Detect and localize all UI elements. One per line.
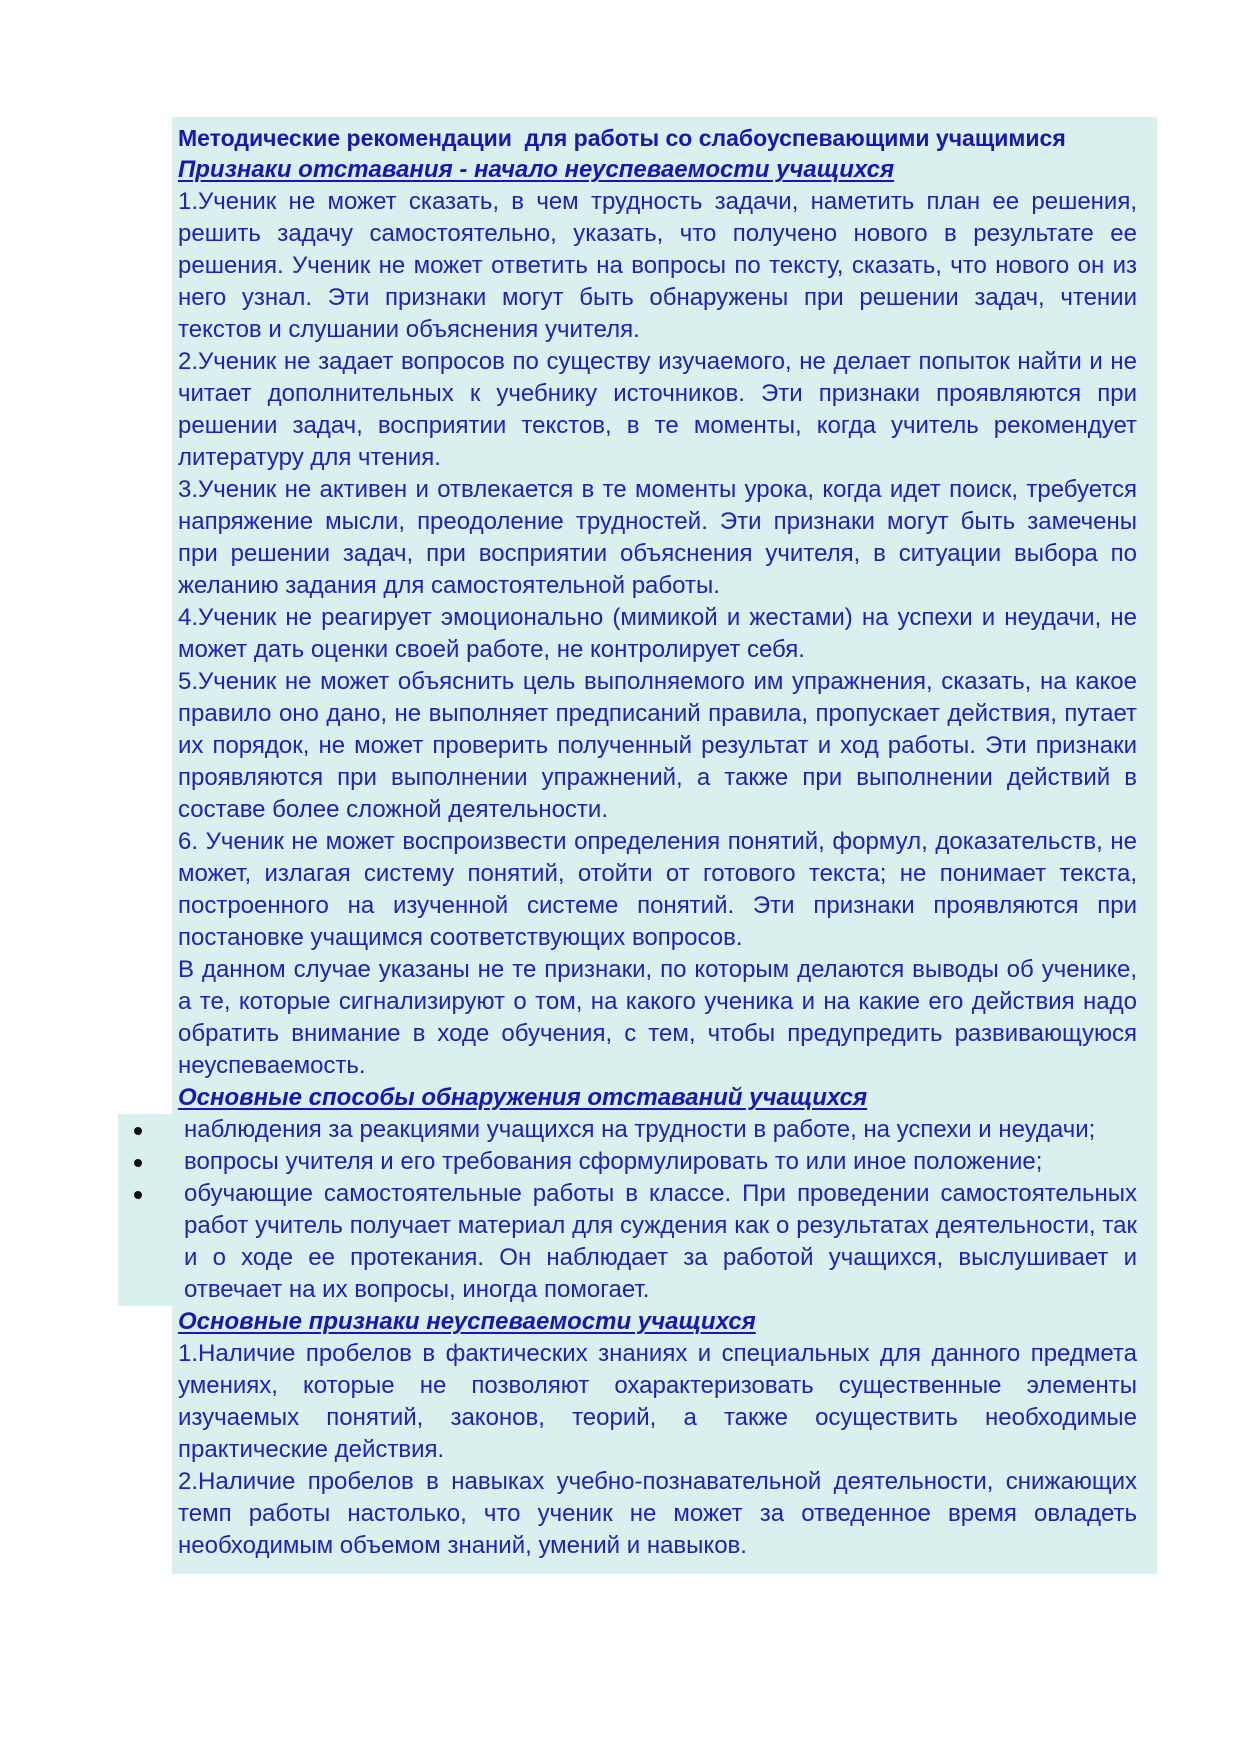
bullet-icon	[134, 1127, 142, 1135]
lagging-sign-summary-paragraph: В данном случае указаны не те признаки, по которым делаются выводы об ученике, а те, которые сигнализируют о том, на какого ученика и на какие его действия надо обратить внимание в ходе обучения, с тем, чтобы предупредить развивающуюся неуспеваемость.	[178, 956, 1137, 1079]
list-item	[118, 1114, 1137, 1146]
highlighted-text-block	[172, 117, 1157, 1574]
list-item-text: наблюдения за реакциями учащихся на трудности в работе, на успехи и неудачи;	[184, 1116, 1096, 1143]
section-heading-failure-signs: Основные признаки неуспеваемости учащихся	[178, 1308, 756, 1335]
lagging-sign-paragraph-4: 4.Ученик не реагирует эмоционально (мимикой и жестами) на успехи и неудачи, не может дать оценки своей работе, не контролирует себя.	[178, 604, 1137, 663]
list-item	[118, 1178, 1137, 1306]
lagging-sign-paragraph-2: 2.Ученик не задает вопросов по существу изучаемого, не делает попыток найти и не читает дополнительных к учебнику источников. Эти признаки проявляются при решении задач, восприятии текстов, в те моменты, когда учитель рекомендует литературу для чтения.	[178, 348, 1137, 471]
bullet-icon	[134, 1191, 142, 1199]
document-title: Методические рекомендации для работы со слабоуспевающими учащимися	[178, 125, 1066, 151]
failure-sign-paragraph-1: 1.Наличие пробелов в фактических знаниях и специальных для данного предмета умениях, которые не позволяют охарактеризовать существенные элементы изучаемых понятий, законов, теорий, а также осуществить необходимые практические действия.	[178, 1340, 1137, 1463]
lagging-sign-paragraph-5: 5.Ученик не может объяснить цель выполняемого им упражнения, сказать, на какое правило оно дано, не выполняет предписаний правила, пропускает действия, путает их порядок, не может проверить полученный результат и ход работы. Эти признаки проявляются при выполнении упражнений, а также при выполнении действий в составе более сложной деятельности.	[178, 668, 1137, 823]
lagging-sign-paragraph-3: 3.Ученик не активен и отвлекается в те моменты урока, когда идет поиск, требуется напряжение мысли, преодоление трудностей. Эти признаки могут быть замечены при решении задач, при восприятии объяснения учителя, в ситуации выбора по желанию задания для самостоятельной работы.	[178, 476, 1137, 599]
lagging-sign-paragraph-1: 1.Ученик не может сказать, в чем трудность задачи, наметить план ее решения, решить задачу самостоятельно, указать, что получено нового в результате ее решения. Ученик не может ответить на вопросы по тексту, сказать, что нового он из него узнал. Эти признаки могут быть обнаружены при решении задач, чтении текстов и слушании объяснения учителя.	[178, 188, 1137, 343]
detection-methods-list	[118, 1114, 1137, 1306]
list-item-text: вопросы учителя и его требования сформулировать то или иное положение;	[184, 1148, 1043, 1175]
lagging-sign-paragraph-6: 6. Ученик не может воспроизвести определения понятий, формул, доказательств, не может, излагая систему понятий, отойти от готового текста; не понимает текста, построенного на изученной системе понятий. Эти признаки проявляются при постановке учащимся соответствующих вопросов.	[178, 828, 1137, 951]
list-item-text: обучающие самостоятельные работы в классе. При проведении самостоятельных работ учитель получает материал для суждения как о результатах деятельности, так и о ходе ее протекания. Он наблюдает за работой учащихся, выслушивает и отвечает на их вопросы, иногда помогает.	[184, 1180, 1137, 1303]
section-heading-lagging-signs: Признаки отставания - начало неуспеваемости учащихся	[178, 156, 895, 183]
list-item	[118, 1146, 1137, 1178]
failure-sign-paragraph-2: 2.Наличие пробелов в навыках учебно-познавательной деятельности, снижающих темп работы настолько, что ученик не может за отведенное время овладеть необходимым объемом знаний, умений и навыков.	[178, 1468, 1137, 1559]
section-heading-detection-methods: Основные способы обнаружения отставаний учащихся	[178, 1084, 868, 1111]
bullet-icon	[134, 1159, 142, 1167]
